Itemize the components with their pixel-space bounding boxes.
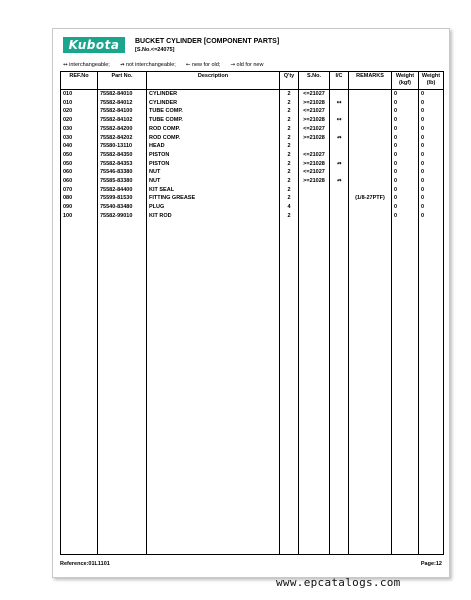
- cell-weight-lb: 0: [419, 177, 444, 186]
- cell-weight-lb: 0: [419, 151, 444, 160]
- cell-description: CYLINDER: [147, 99, 280, 108]
- empty-cell: [349, 221, 392, 555]
- table-row: [61, 99, 444, 108]
- cell-description: KIT SEAL: [147, 186, 280, 195]
- cell-ic-symbol: ↛: [330, 160, 349, 169]
- cell-ic-symbol: ↛: [330, 177, 349, 186]
- kubota-logo: Kubota: [63, 37, 125, 53]
- cell-ref-no: 090: [61, 203, 98, 212]
- cell-part-no: 75546-83380: [98, 168, 147, 177]
- legend-item-old-for-new: [230, 62, 263, 68]
- cell-ref-no: 070: [61, 186, 98, 195]
- cell-ic-symbol: [330, 142, 349, 151]
- catalog-page: [52, 28, 450, 578]
- cell-ref-no: 050: [61, 160, 98, 169]
- col-weight-lb: Weight (lb): [419, 72, 444, 90]
- cell-part-no: 75582-84400: [98, 186, 147, 195]
- cell-serial-no: <=21027: [299, 107, 330, 116]
- cell-ic-symbol: [330, 168, 349, 177]
- legend-label: not interchangeable;: [125, 62, 176, 68]
- cell-serial-no: >=21028: [299, 160, 330, 169]
- cell-description: KIT ROD: [147, 212, 280, 221]
- table-row: [61, 212, 444, 221]
- cell-description: FITTING GREASE: [147, 194, 280, 203]
- cell-remarks: [349, 177, 392, 186]
- cell-ic-symbol: [330, 151, 349, 160]
- cell-description: HEAD: [147, 142, 280, 151]
- empty-cell: [147, 221, 280, 555]
- cell-ic-symbol: [330, 194, 349, 203]
- empty-cell: [392, 221, 419, 555]
- cell-part-no: 75582-84350: [98, 151, 147, 160]
- empty-cell: [61, 221, 98, 555]
- legend-item-new-for-old: [186, 62, 221, 68]
- cell-serial-no: [299, 212, 330, 221]
- cell-serial-no: <=21027: [299, 168, 330, 177]
- cell-weight-lb: 0: [419, 99, 444, 108]
- table-row: [61, 107, 444, 116]
- cell-qty: 2: [280, 160, 299, 169]
- table-row: [61, 186, 444, 195]
- cell-qty: 2: [280, 186, 299, 195]
- cell-qty: 4: [280, 203, 299, 212]
- cell-weight-lb: 0: [419, 142, 444, 151]
- cell-weight-lb: 0: [419, 194, 444, 203]
- col-description: Description: [147, 72, 280, 90]
- cell-qty: 2: [280, 125, 299, 134]
- col-remarks: REMARKS: [349, 72, 392, 90]
- cell-weight-kgf: 0: [392, 186, 419, 195]
- cell-serial-no: [299, 203, 330, 212]
- cell-ref-no: 060: [61, 177, 98, 186]
- cell-part-no: 75582-84102: [98, 116, 147, 125]
- table-row: [61, 203, 444, 212]
- cell-qty: 2: [280, 99, 299, 108]
- table-row: [61, 151, 444, 160]
- cell-ic-symbol: ↔: [330, 116, 349, 125]
- cell-part-no: 75582-84200: [98, 125, 147, 134]
- col-part-no: Part No.: [98, 72, 147, 90]
- cell-ref-no: 060: [61, 168, 98, 177]
- cell-qty: 2: [280, 151, 299, 160]
- cell-weight-lb: 0: [419, 160, 444, 169]
- cell-remarks: (1/8-27PTF): [349, 194, 392, 203]
- cell-serial-no: >=21028: [299, 177, 330, 186]
- cell-weight-kgf: 0: [392, 194, 419, 203]
- not-interchangeable-icon: ↛: [119, 62, 125, 68]
- cell-description: NUT: [147, 177, 280, 186]
- cell-description: PISTON: [147, 151, 280, 160]
- empty-cell: [330, 221, 349, 555]
- interchangeable-icon: ↔: [63, 62, 68, 68]
- legend-label: interchangeable;: [69, 62, 110, 68]
- page-title: BUCKET CYLINDER [COMPONENT PARTS]: [135, 38, 280, 45]
- cell-remarks: [349, 160, 392, 169]
- cell-ref-no: 080: [61, 194, 98, 203]
- table-row: [61, 194, 444, 203]
- cell-ref-no: 020: [61, 107, 98, 116]
- cell-serial-no: <=21027: [299, 151, 330, 160]
- cell-qty: 2: [280, 168, 299, 177]
- empty-cell: [280, 221, 299, 555]
- table-row: [61, 168, 444, 177]
- cell-part-no: 75599-81530: [98, 194, 147, 203]
- cell-ic-symbol: [330, 212, 349, 221]
- cell-weight-kgf: 0: [392, 177, 419, 186]
- cell-weight-kgf: 0: [392, 168, 419, 177]
- cell-description: PLUG: [147, 203, 280, 212]
- cell-serial-no: <=21027: [299, 125, 330, 134]
- cell-description: ROD COMP.: [147, 125, 280, 134]
- cell-weight-kgf: 0: [392, 212, 419, 221]
- empty-cell: [98, 221, 147, 555]
- cell-weight-kgf: 0: [392, 99, 419, 108]
- cell-remarks: [349, 168, 392, 177]
- cell-weight-kgf: 0: [392, 116, 419, 125]
- cell-weight-lb: 0: [419, 107, 444, 116]
- cell-ref-no: 040: [61, 142, 98, 151]
- cell-serial-no: [299, 142, 330, 151]
- cell-remarks: [349, 90, 392, 99]
- cell-ic-symbol: [330, 125, 349, 134]
- cell-serial-no: >=21028: [299, 99, 330, 108]
- cell-weight-kgf: 0: [392, 142, 419, 151]
- cell-weight-kgf: 0: [392, 203, 419, 212]
- cell-remarks: [349, 212, 392, 221]
- legend-item-interchangeable: [63, 62, 110, 68]
- cell-weight-lb: 0: [419, 134, 444, 143]
- col-serial-no: S.No.: [299, 72, 330, 90]
- cell-ic-symbol: ↔: [330, 99, 349, 108]
- table-header-row: [61, 72, 444, 90]
- table-filler-row: [61, 221, 444, 555]
- cell-weight-kgf: 0: [392, 151, 419, 160]
- col-qty: Q'ty: [280, 72, 299, 90]
- cell-remarks: [349, 107, 392, 116]
- cell-weight-kgf: 0: [392, 160, 419, 169]
- empty-cell: [299, 221, 330, 555]
- serial-range: [S.No.<=24075]: [135, 47, 175, 53]
- cell-weight-lb: 0: [419, 90, 444, 99]
- cell-weight-lb: 0: [419, 168, 444, 177]
- cell-remarks: [349, 134, 392, 143]
- cell-ref-no: 030: [61, 125, 98, 134]
- cell-remarks: [349, 151, 392, 160]
- cell-weight-kgf: 0: [392, 125, 419, 134]
- cell-remarks: [349, 186, 392, 195]
- cell-weight-kgf: 0: [392, 90, 419, 99]
- page-number: Page:12: [420, 561, 442, 567]
- cell-qty: 2: [280, 212, 299, 221]
- cell-part-no: 75582-84353: [98, 160, 147, 169]
- arrow-left-icon: ←: [185, 62, 191, 68]
- cell-qty: 2: [280, 177, 299, 186]
- legend-label: old for new: [236, 62, 264, 68]
- cell-part-no: 75585-83380: [98, 177, 147, 186]
- cell-part-no: 75582-84202: [98, 134, 147, 143]
- cell-ref-no: 010: [61, 99, 98, 108]
- cell-remarks: [349, 142, 392, 151]
- cell-remarks: [349, 116, 392, 125]
- cell-remarks: [349, 99, 392, 108]
- cell-qty: 2: [280, 116, 299, 125]
- parts-table: [60, 71, 444, 555]
- cell-part-no: 75540-83480: [98, 203, 147, 212]
- table-row: [61, 90, 444, 99]
- cell-weight-lb: 0: [419, 116, 444, 125]
- table-row: [61, 116, 444, 125]
- table-row: [61, 142, 444, 151]
- cell-qty: 2: [280, 90, 299, 99]
- cell-ref-no: 100: [61, 212, 98, 221]
- cell-remarks: [349, 203, 392, 212]
- cell-ref-no: 030: [61, 134, 98, 143]
- cell-serial-no: [299, 186, 330, 195]
- cell-weight-lb: 0: [419, 125, 444, 134]
- cell-description: PISTON: [147, 160, 280, 169]
- cell-description: TUBE COMP.: [147, 116, 280, 125]
- empty-cell: [419, 221, 444, 555]
- cell-part-no: 75580-13110: [98, 142, 147, 151]
- cell-weight-lb: 0: [419, 203, 444, 212]
- cell-ic-symbol: [330, 107, 349, 116]
- reference-code: Reference:01L1101: [60, 561, 110, 567]
- cell-description: NUT: [147, 168, 280, 177]
- table-row: [61, 177, 444, 186]
- cell-ic-symbol: [330, 203, 349, 212]
- cell-qty: 2: [280, 194, 299, 203]
- table-row: [61, 125, 444, 134]
- cell-ic-symbol: [330, 90, 349, 99]
- cell-qty: 2: [280, 134, 299, 143]
- cell-ref-no: 010: [61, 90, 98, 99]
- cell-ic-symbol: ↛: [330, 134, 349, 143]
- legend-label: new for old;: [191, 62, 221, 68]
- cell-part-no: 75582-99010: [98, 212, 147, 221]
- col-ref-no: REF.No: [61, 72, 98, 90]
- table-row: [61, 160, 444, 169]
- cell-part-no: 75582-84012: [98, 99, 147, 108]
- arrow-right-icon: →: [230, 62, 235, 68]
- cell-description: CYLINDER: [147, 90, 280, 99]
- col-ic: I/C: [330, 72, 349, 90]
- cell-remarks: [349, 125, 392, 134]
- cell-serial-no: <=21027: [299, 90, 330, 99]
- legend-item-not-interchangeable: [120, 62, 176, 68]
- col-weight-kgf: Weight (kgf): [392, 72, 419, 90]
- legend: [63, 62, 263, 68]
- cell-serial-no: [299, 194, 330, 203]
- cell-weight-lb: 0: [419, 212, 444, 221]
- cell-part-no: 75582-84100: [98, 107, 147, 116]
- cell-description: ROD COMP.: [147, 134, 280, 143]
- cell-serial-no: >=21028: [299, 134, 330, 143]
- cell-description: TUBE COMP.: [147, 107, 280, 116]
- table-row: [61, 134, 444, 143]
- cell-weight-lb: 0: [419, 186, 444, 195]
- cell-serial-no: >=21028: [299, 116, 330, 125]
- cell-weight-kgf: 0: [392, 107, 419, 116]
- cell-part-no: 75582-84010: [98, 90, 147, 99]
- cell-weight-kgf: 0: [392, 134, 419, 143]
- cell-qty: 2: [280, 142, 299, 151]
- cell-ref-no: 050: [61, 151, 98, 160]
- watermark-url: www.epcatalogs.com: [276, 576, 401, 589]
- cell-qty: 2: [280, 107, 299, 116]
- cell-ref-no: 020: [61, 116, 98, 125]
- cell-ic-symbol: [330, 186, 349, 195]
